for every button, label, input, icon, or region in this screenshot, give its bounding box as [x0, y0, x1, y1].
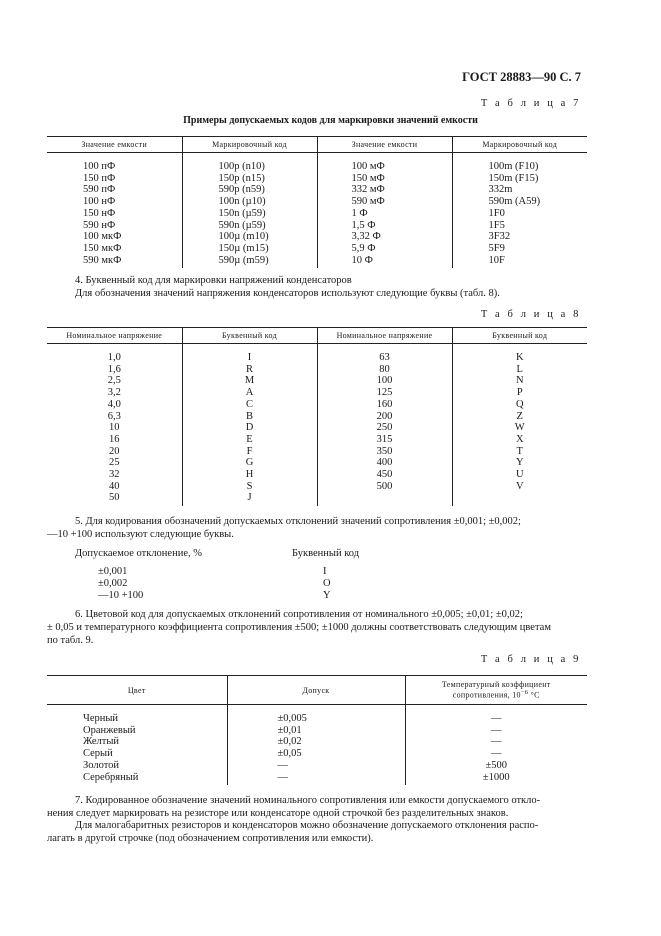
table7-row-cell: 150 мФ [317, 173, 452, 185]
table9-header: Цвет [47, 676, 227, 705]
section7-line-1: 7. Кодированное обозначение значений номинального сопротивления или емкости допускаемого откло- [75, 795, 541, 806]
section5-tolerance-value: —10 +100 [98, 589, 144, 601]
table8-header: Номинальное напряжение [317, 328, 452, 344]
table8-row-cell: B [182, 411, 317, 423]
table9-row [47, 736, 587, 748]
table8-row-cell: 20 [109, 445, 120, 457]
table8-row-cell: D [182, 422, 317, 434]
table8-row [47, 364, 587, 376]
table8-header-row [47, 328, 587, 344]
section4-title: 4. Буквенный код для маркировки напряжений конденсаторов [75, 275, 352, 286]
table8-row-cell: F [182, 446, 317, 458]
table7-row-cell: 1 Ф [317, 208, 452, 220]
table8-row-cell: 2,5 [107, 375, 121, 387]
table7-row-cell: 100 мФ [317, 153, 452, 173]
table8-row-cell: 40 [109, 480, 120, 492]
table8-row [47, 446, 587, 458]
table9-row-cell: Золотой [83, 759, 120, 771]
table7-row-cell: 590 мФ [317, 196, 452, 208]
table8-row-cell: 350 [317, 446, 452, 458]
table8-label: Т а б л и ц а 8 [480, 309, 581, 320]
table8-row-cell: 125 [317, 387, 452, 399]
table9-header-tcr-line2: сопротивления, 10 [452, 690, 521, 700]
table7-row-cell: 100m (F10) [452, 153, 587, 173]
table8-header: Буквенный код [452, 328, 587, 344]
section6-line-1: 6. Цветовой код для допускаемых отклонений сопротивления от номинального ±0,005; ±0,01; ±0,02; [75, 609, 523, 620]
table7-row-cell: 150 нФ [83, 207, 116, 219]
table7-row-cell: 5F9 [452, 243, 587, 255]
table7-row [47, 231, 587, 243]
table7-row-cell: 100p (n10) [182, 153, 317, 173]
table8-row [47, 399, 587, 411]
section7-line-4: лагать в другой строчке (под обозначением сопротивления или емкости). [47, 833, 374, 844]
table9-header: Допуск [227, 676, 405, 705]
table9-header-tcr [405, 676, 587, 705]
table7-row-cell: 150µ (m15) [182, 243, 317, 255]
table8-row-cell: 3,2 [107, 387, 121, 399]
table8-body [47, 344, 587, 507]
table7-row-cell: 590 нФ [83, 219, 116, 231]
table8-row-cell: U [452, 469, 587, 481]
table9-row [47, 748, 587, 760]
section5-letter-code: Y [323, 589, 331, 601]
table7 [47, 136, 587, 268]
table9-header-row [47, 676, 587, 705]
table8-row-cell: 10 [109, 422, 120, 434]
table7-row-cell: 100 мкФ [83, 231, 122, 243]
table7-row [47, 196, 587, 208]
table9-row-cell: — [405, 748, 587, 760]
table7-header: Значение емкости [47, 137, 182, 153]
table8-row-cell: C [182, 399, 317, 411]
table7-row-cell: 590µ (m59) [182, 255, 317, 269]
table9-row-cell: Серый [83, 748, 113, 760]
table8-row-cell: A [182, 387, 317, 399]
table8-row [47, 481, 587, 493]
table7-row-cell: 150 мкФ [83, 242, 122, 254]
table8-row-cell: J [182, 492, 317, 506]
section5-col2-header: Буквенный код [292, 548, 360, 559]
table8-header: Буквенный код [182, 328, 317, 344]
table8-row-cell: 50 [109, 492, 120, 504]
table7-header: Значение емкости [317, 137, 452, 153]
table7-row-cell: 5,9 Ф [317, 243, 452, 255]
section5-col1-header: Допускаемое отклонение, % [75, 548, 202, 559]
table9-row-cell: Оранжевый [83, 724, 136, 736]
table8-row-cell: 1,0 [107, 352, 121, 363]
table7-row-cell: 10 Ф [317, 255, 452, 269]
table9-label: Т а б л и ц а 9 [480, 654, 581, 665]
table9-row-cell: ±0,005 [227, 705, 405, 725]
table8-row [47, 422, 587, 434]
table7-row-cell: 1F0 [452, 208, 587, 220]
section6-line-3: по табл. 9. [47, 635, 94, 646]
table7-row [47, 153, 587, 173]
table8-row-cell: 160 [317, 399, 452, 411]
table8-row-cell: Q [452, 399, 587, 411]
table7-header: Маркировочный код [182, 137, 317, 153]
table7-row-cell: 1,5 Ф [317, 220, 452, 232]
table9-row-cell: — [227, 772, 405, 786]
table7-row-cell: 3,32 Ф [317, 231, 452, 243]
table7-row-cell: 590 пФ [83, 184, 116, 196]
section5-text-1: 5. Для кодирования обозначений допускаемых отклонений значений сопротивления ±0,001; ±0,002; [75, 516, 521, 527]
table8-row-cell: X [452, 434, 587, 446]
table9-row [47, 760, 587, 772]
table7-row [47, 208, 587, 220]
table7-row [47, 173, 587, 185]
table8-row-cell: 500 [317, 481, 452, 493]
table9-header-tcr-unit: °С [528, 690, 540, 700]
table7-row-cell: 590 мкФ [83, 254, 122, 266]
table8-row-cell: 250 [317, 422, 452, 434]
table7-row [47, 184, 587, 196]
table8-row-cell: 32 [109, 469, 120, 481]
section7-line-2: нения следует маркировать на резисторе или конденсаторе одной строчкой без разделительных знаков. [47, 808, 509, 819]
table9-body [47, 705, 587, 786]
section6-line-2: ± 0,05 и температурного коэффициента сопротивления ±500; ±1000 должны соответствовать следующим цветам [47, 622, 551, 633]
table7-row-cell: 100n (µ10) [182, 196, 317, 208]
table7-row-cell: 1F5 [452, 220, 587, 232]
table7-row-cell: 150 пФ [83, 172, 116, 184]
table8-row-cell: 25 [109, 457, 120, 469]
table8-row-cell: 315 [317, 434, 452, 446]
table9-row-cell: ±0,02 [227, 736, 405, 748]
table8-row-cell: 400 [317, 457, 452, 469]
table9-row [47, 725, 587, 737]
table8-row-cell: 200 [317, 411, 452, 423]
table9-row-cell: ±0,01 [227, 725, 405, 737]
table9-row-cell: ±0,05 [227, 748, 405, 760]
table8-row-cell: I [182, 344, 317, 364]
table8-row-cell: R [182, 364, 317, 376]
table8-row-cell: S [182, 481, 317, 493]
table7-row-cell: 100µ (m10) [182, 231, 317, 243]
table8-row-cell: 4,0 [107, 398, 121, 410]
table7-row-cell: 590m (A59) [452, 196, 587, 208]
table9-header-tcr-exponent: −6 [520, 689, 529, 697]
table9-row-cell: — [405, 736, 587, 748]
table8 [47, 327, 587, 506]
table8-row [47, 411, 587, 423]
table8-row [47, 344, 587, 364]
table8-row-cell: 16 [109, 433, 120, 445]
table8-row-cell: 6,3 [107, 410, 121, 422]
section5-tolerance-value: ±0,002 [98, 577, 128, 589]
table7-row-cell: 150m (F15) [452, 173, 587, 185]
table8-row-cell: 80 [317, 364, 452, 376]
table7-row-cell: 100 пФ [83, 161, 116, 172]
table9-row [47, 705, 587, 725]
table8-row-cell: E [182, 434, 317, 446]
table7-row-cell: 100 нФ [83, 196, 116, 208]
table8-row-cell: Y [452, 457, 587, 469]
table7-title: Примеры допускаемых кодов для маркировки значений емкости [183, 115, 478, 126]
table9 [47, 675, 587, 785]
table8-row-cell: N [452, 375, 587, 387]
table8-row-cell: 450 [317, 469, 452, 481]
table8-row [47, 387, 587, 399]
table7-row-cell: 150n (µ59) [182, 208, 317, 220]
section4-text: Для обозначения значений напряжения конденсаторов используют следующие буквы (табл. 8). [75, 288, 500, 299]
table9-row-cell: Черный [83, 713, 119, 724]
page-header: ГОСТ 28883—90 С. 7 [462, 70, 581, 84]
table7-row-cell: 3F32 [452, 231, 587, 243]
table7-row-cell: 590n (µ59) [182, 220, 317, 232]
table7-header-row [47, 137, 587, 153]
table7-row-cell: 150p (n15) [182, 173, 317, 185]
table8-row-cell [452, 492, 587, 506]
table7-row-cell: 332m [452, 184, 587, 196]
section5-letter-code: I [323, 566, 327, 577]
table7-header: Маркировочный код [452, 137, 587, 153]
table8-row-cell: Z [452, 411, 587, 423]
table7-row-cell: 332 мФ [317, 184, 452, 196]
section7-line-3: Для малогабаритных резисторов и конденсаторов можно обозначение допускаемого отклонения распо- [75, 820, 539, 831]
table9-row-cell: Серебряный [83, 771, 139, 783]
table9-row-cell: — [405, 705, 587, 725]
table8-row [47, 492, 587, 506]
section5-tolerance-value: ±0,001 [98, 566, 128, 577]
table9-row-cell: ±500 [405, 760, 587, 772]
table9-row-cell: Желтый [83, 736, 120, 748]
table8-header: Номинальное напряжение [47, 328, 182, 344]
section5-letter-code: O [323, 577, 331, 589]
table8-row-cell: M [182, 375, 317, 387]
table9-row-cell: ±1000 [405, 772, 587, 786]
table7-row [47, 243, 587, 255]
table7-row [47, 255, 587, 269]
table7-row-cell: 590p (n59) [182, 184, 317, 196]
table8-row-cell: L [452, 364, 587, 376]
table9-header-tcr-line1: Температурный коэффициент [441, 680, 551, 690]
table7-row-cell: 10F [452, 255, 587, 269]
table8-row-cell: T [452, 446, 587, 458]
table9-row [47, 772, 587, 786]
table9-row-cell: — [405, 725, 587, 737]
table8-row [47, 434, 587, 446]
table8-row-cell: P [452, 387, 587, 399]
table8-row-cell: K [452, 344, 587, 364]
section5-text-2: —10 +100 используют следующие буквы. [47, 529, 234, 540]
table8-row-cell: H [182, 469, 317, 481]
table7-body [47, 153, 587, 269]
table8-row-cell: V [452, 481, 587, 493]
table8-row-cell: 63 [317, 344, 452, 364]
table8-row-cell: G [182, 457, 317, 469]
table9-row-cell: — [227, 760, 405, 772]
table8-row-cell [317, 492, 452, 506]
table7-row [47, 220, 587, 232]
table8-row-cell: 100 [317, 375, 452, 387]
table8-row [47, 375, 587, 387]
table8-row [47, 457, 587, 469]
table8-row-cell: W [452, 422, 587, 434]
table8-row-cell: 1,6 [107, 363, 121, 375]
table7-label: Т а б л и ц а 7 [480, 98, 581, 109]
table8-row [47, 469, 587, 481]
